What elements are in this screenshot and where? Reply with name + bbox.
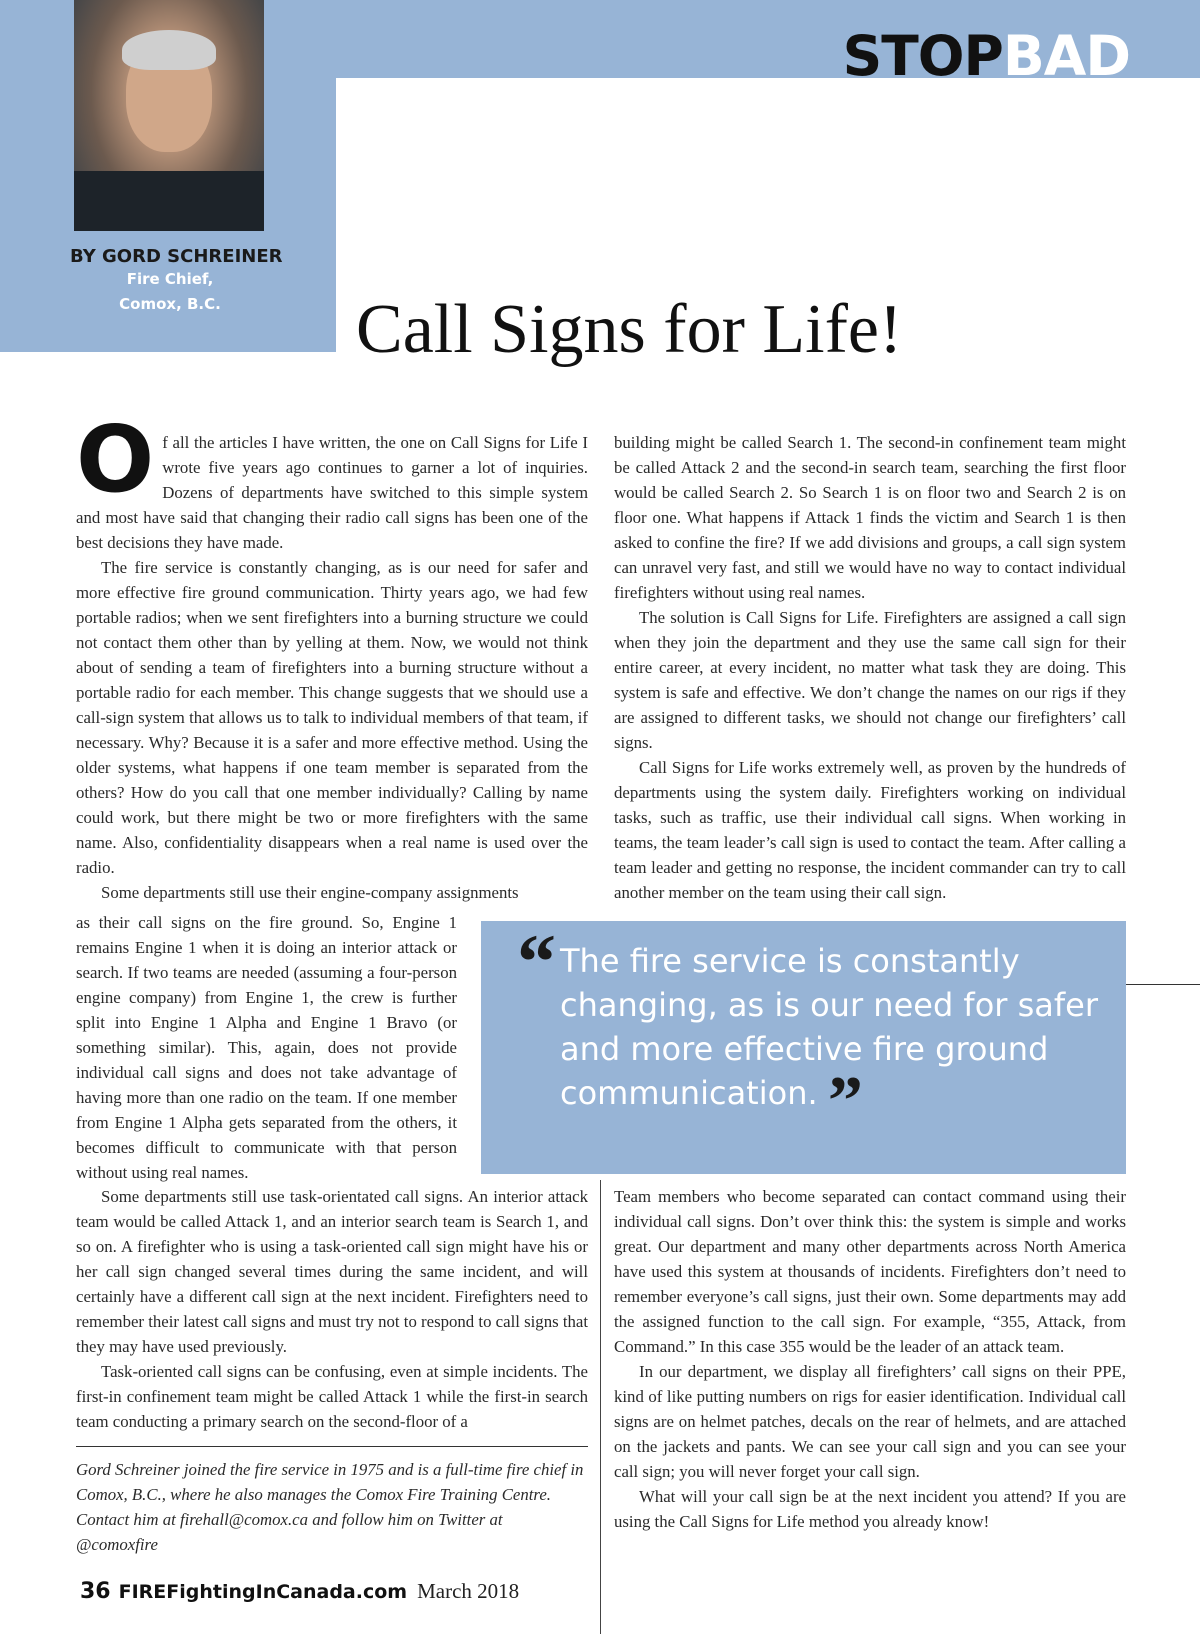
pull-quote-text-block xyxy=(560,939,1120,1140)
paragraph-1-text: f all the articles I have written, the one on Call Signs for Life I wrote five years ago continues to garner a lot of inquiries. Dozens of departments have switched to this simple system and most have said that changing their radio call signs has been one of the best decisions they have made. xyxy=(76,433,588,552)
article-title: Call Signs for Life! xyxy=(356,291,903,368)
open-quote-mark: “ xyxy=(517,918,556,1005)
paragraph-4: Some departments still use task-orientated call signs. An interior attack team would be called Attack 1, and an interior search team is Search 1, and so on. A firefighter who is using a task-oriented call sign might have his or her call sign changed several times during the same incident, and will certainly have a different call sign at the next incident. Firefighters need to remember their latest call signs and must try not to respond to call signs that they may have used previously. xyxy=(76,1187,588,1356)
column-divider xyxy=(600,1180,601,1634)
byline xyxy=(70,246,283,317)
column-right-bottom xyxy=(614,1184,1126,1534)
site-name: FIREFightingInCanada.com xyxy=(118,1581,408,1603)
column-right-top xyxy=(614,430,1126,905)
paragraph-5-cont: building might be called Search 1. The second-in confinement team might be called Attack 2 and the second-in search team, searching the first floor would be called Search 2. So Search 1 is on floor two and Search 2 is on floor one. What happens if Attack 1 finds the victim and Search 1 is then asked to confine the fire? If we add divisions and groups, a call sign system can unravel very fast, and still we would have no way to contact individual firefighters without using real names. xyxy=(614,433,1126,602)
bio-divider xyxy=(76,1446,588,1447)
paragraph-9: What will your call sign be at the next incident you attend? If you are using the Call Signs for Life method you already know! xyxy=(614,1487,1126,1531)
page-number: 36 xyxy=(80,1579,111,1604)
masthead-bad: BAD xyxy=(1002,24,1130,88)
section-masthead xyxy=(843,24,1130,88)
column-left-top xyxy=(76,406,588,905)
paragraph-2: The fire service is constantly changing, as is our need for safer and more effective fire ground communication. Thirty years ago, we had few portable radios; when we sent firefighters into a burning structure we could not contact them other than by yelling at them. Now, we would not think about of sending a team of firefighters into a burning structure without a portable radio for each member. This change suggests that we should use a call-sign system that allows us to talk to individual members of that team, if necessary. Why? Because it is a safer and more effective method. Using the older systems, what happens if one team member is separated from the others? How do you call that one member individually? Calling by name could work, but there might be two or more firefighters with the same name. Also, confidentiality disappears when a real name is used over the radio. xyxy=(76,558,588,877)
paragraph-8: In our department, we display all firefighters’ call signs on their PPE, kind of like putting numbers on rigs for easier identification. Individual call signs are on helmet patches, decals on the rear of helmets, and are attached on the jackets and pants. We can see your call sign and you can see your call sign; you will never forget your call sign. xyxy=(614,1362,1126,1481)
author-name: BY GORD SCHREINER xyxy=(70,246,283,267)
paragraph-7-cont: Team members who become separated can contact command using their individual call signs. Don’t over think this: the system is simple and works great. Our department and many other departments across North America have used this system at thousands of incidents. Firefighters don’t need to remember everyone’s call signs, just their own. Some departments may add the assigned function to the call sign. For example, “355, Attack, from Command.” In this case 355 would be the leader of an attack team. xyxy=(614,1187,1126,1356)
column-left-narrow xyxy=(76,910,457,1185)
pull-quote xyxy=(481,918,1126,1174)
issue-date: March 2018 xyxy=(417,1579,520,1603)
page-footer xyxy=(80,1579,519,1604)
pull-quote-text: The fire service is constantly changing, as is our need for safer and more effective fire ground communication. xyxy=(560,942,1098,1112)
author-role-line1: Fire Chief, xyxy=(126,270,214,288)
paragraph-1 xyxy=(76,406,588,555)
paragraph-5: Task-oriented call signs can be confusing, even at simple incidents. The first-in confinement team might be called Attack 1 while the first-in search team conducting a primary search on the second-floor of a xyxy=(76,1362,588,1431)
author-bio: Gord Schreiner joined the fire service in 1975 and is a full-time fire chief in Comox, B.C., where he also manages the Comox Fire Training Centre. Contact him at firehall@comox.ca and follow him on Twitter at @comoxfire xyxy=(76,1460,584,1554)
column-left-bottom xyxy=(76,1184,588,1434)
close-quote-mark: ” xyxy=(827,1063,863,1140)
paragraph-7: Call Signs for Life works extremely well, as proven by the hundreds of departments using the system daily. Firefighters working on individual tasks, such as traffic, use their individual call signs. When working in teams, the team leader’s call sign is used to contact the team. After calling a team leader and getting no response, the incident commander can try to call another member on the team using their call sign. xyxy=(614,758,1126,902)
paragraph-6: The solution is Call Signs for Life. Firefighters are assigned a call sign when they join the department and they use the same call sign for their entire career, at every incident, no matter what task they are doing. This system is safe and effective. We don’t change the names on our rigs if they are assigned to different tasks, we should not change our firefighters’ call signs. xyxy=(614,608,1126,752)
author-photo xyxy=(74,0,264,231)
divider-line xyxy=(1126,984,1200,985)
paragraph-3-start: Some departments still use their engine-company assignments xyxy=(101,883,519,902)
masthead-stop: STOP xyxy=(842,24,1003,88)
paragraph-3-cont: as their call signs on the fire ground. So, Engine 1 remains Engine 1 when it is doing an interior attack or search. If two teams are needed (assuming a four-person engine company) from Engine 1, the crew is further split into Engine 1 Alpha and Engine 1 Bravo (or something similar). This, again, does not provide individual call signs and does not take advantage of having more than one radio on the team. If one member from Engine 1 Alpha gets separated from the others, it becomes difficult to communicate with that person without using real names. xyxy=(76,913,457,1182)
author-role-line2: Comox, B.C. xyxy=(119,295,221,313)
drop-cap: O xyxy=(76,406,155,513)
